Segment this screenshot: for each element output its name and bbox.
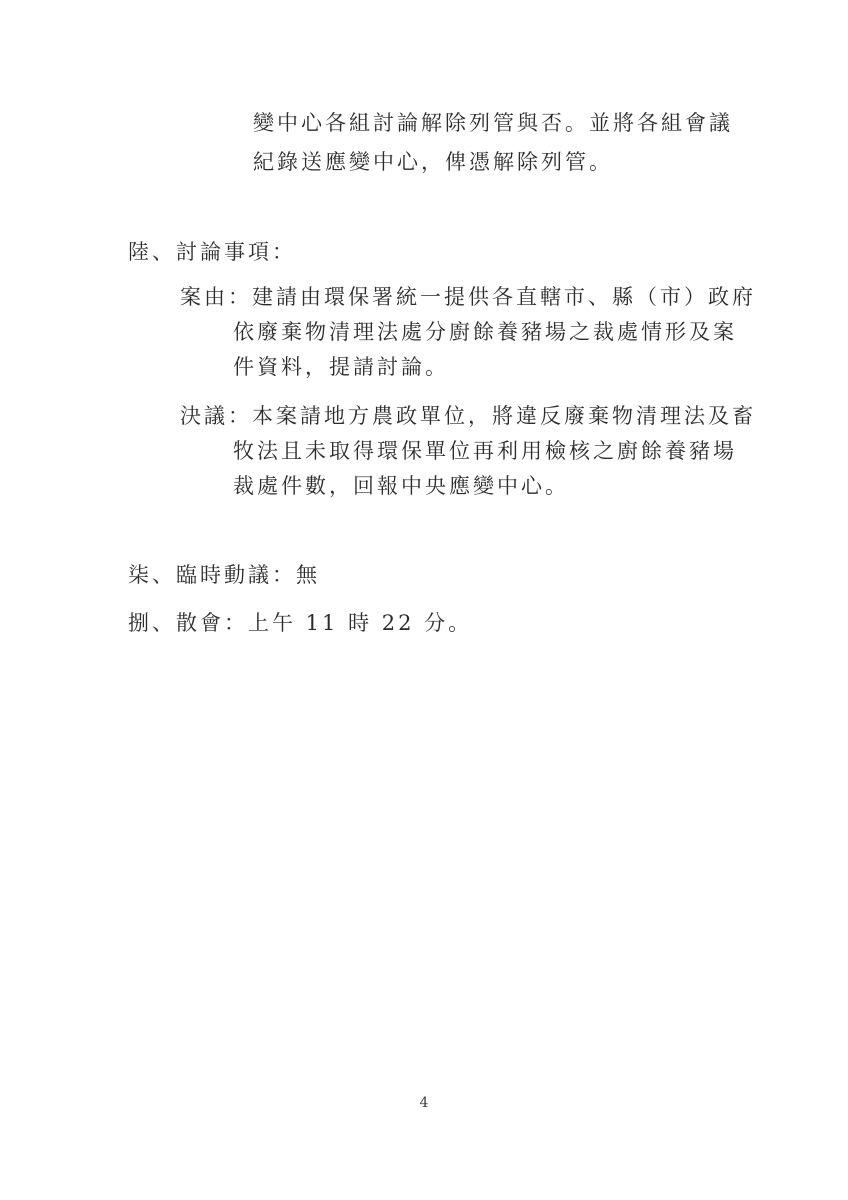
- case-line-3: 件資料，提請討論。: [233, 355, 449, 379]
- resolution-line-2: 牧法且未取得環保單位再利用檢核之廚餘養豬場: [233, 439, 737, 463]
- case-line-1-text: 建請由環保署統一提供各直轄市、縣（市）政府: [252, 285, 756, 309]
- resolution-block: [180, 399, 756, 504]
- case-block: [180, 280, 756, 385]
- section-heading-discussion: 陸、討論事項：: [128, 240, 296, 264]
- carryover-paragraph: [253, 104, 733, 182]
- section-heading-motions: 柒、臨時動議：無: [128, 563, 320, 587]
- case-label: 案由：: [180, 285, 252, 309]
- case-line-1: [180, 280, 756, 315]
- page-number: 4: [419, 1095, 429, 1111]
- case-line-2: 依廢棄物清理法處分廚餘養豬場之裁處情形及案: [233, 320, 737, 344]
- resolution-line-1-text: 本案請地方農政單位，將違反廢棄物清理法及畜: [252, 404, 756, 428]
- carryover-line-2: 紀錄送應變中心，俾憑解除列管。: [253, 150, 613, 174]
- carryover-line-1: 變中心各組討論解除列管與否。並將各組會議: [253, 111, 733, 135]
- resolution-label: 決議：: [180, 404, 252, 428]
- resolution-line-1: [180, 399, 756, 434]
- section-heading-adjourn: 捌、散會：上午 11 時 22 分。: [128, 611, 473, 635]
- resolution-line-3: 裁處件數，回報中央應變中心。: [233, 474, 569, 498]
